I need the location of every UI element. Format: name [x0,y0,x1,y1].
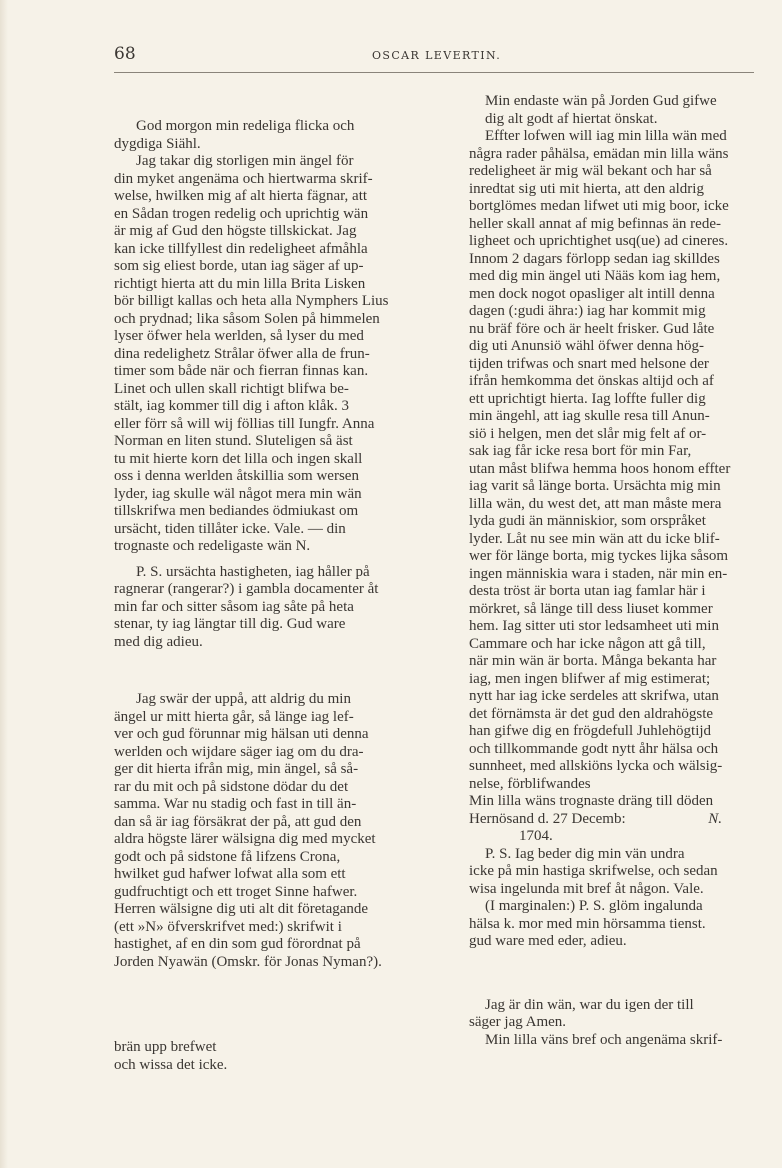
letter-2 [114,691,393,971]
text-line: Min endaste wän på Jorden Gud gifwe [485,93,717,109]
text-line: iag varit så länge borta. Ursächta mig min [469,478,721,494]
text-line: med dig adieu. [114,633,203,650]
header-rule [114,72,754,73]
text-line: iag, men ingen blifwer af mig estimerat; [469,670,711,687]
text-line: heller skall annat af mig befinnas än rede- [469,215,721,232]
text-line: ragnerar (rangerar?) i gambla docamenter åt [114,581,379,597]
signature-line [469,811,750,829]
text-line: stenar, ty iag längtar till dig. Gud ware [114,616,346,632]
text-line: P. S. ursächta hastigheten, iag håller på [136,563,370,580]
text-line: ligheet och uprichtighet usq(ue) ad cineres. [469,233,729,249]
text-line: ifrån hemkomma det önskas altijd och af [469,373,714,389]
right-column [469,93,750,1049]
text-line: han gifwe dig en frögdefull Juhlehögtijd [469,723,712,739]
letter-4 [469,997,750,1050]
text-line: welse, hwilken mig af alt hierta fägnar, att [114,188,368,204]
text-line: nu bräf före och är heelt frisker. Gud låte [469,320,715,337]
text-line: lyder, iag skulle wäl något mera min wän [114,485,362,502]
left-footnote [114,1039,393,1074]
text-line: brän upp brefwet [114,1039,217,1055]
text-line: bortglömes medan lifwet uti mig boor, icke [469,198,729,214]
text-line: trognaste och redeligaste wän N. [114,538,311,554]
text-line: (I marginalen:) P. S. glöm ingalunda [485,898,703,914]
text-line: (ett »N» öfverskrifvet med:) skrifwit i [114,918,342,935]
text-line: Min lilla wäns trognaste dräng till döden [469,793,714,809]
text-line: och wissa det icke. [114,1056,228,1073]
text-line: dygdiga Siähl. [114,135,201,152]
text-line: richtigt hierta att du min lilla Brita Lisken [114,275,366,292]
letter-3 [469,128,750,846]
letter-1 [114,118,393,556]
left-column [114,118,393,971]
text-line: och prydnad; lika såsom Solen på himmelen [114,310,380,327]
text-line: mörkret, så länge till dess liuset kommer [469,600,713,617]
text-line: wisa ingelunda mit bref åt någon. Vale. [469,880,704,897]
text-line: kan icke tillfyllest din redeligheet afmåhla [114,240,368,257]
text-line: lilla wän, du west det, att man måste mera [469,495,722,512]
text-line: ursächt, tiden tillåter icke. Vale. — din [114,520,346,537]
text-line: Jag är din wän, war du igen der till [485,996,694,1013]
text-line: Jag swär der uppå, att aldrig du min [136,691,351,707]
text-line: som sig eliest borde, utan iag säger af up- [114,258,364,274]
text-line: gudfruchtigt och ett troget Sinne hafwer. [114,883,358,900]
text-line: Herren wälsigne dig uti alt dit företagande [114,901,369,917]
text-line: werlden och wijdare säger iag om du dra- [114,743,364,760]
text-line: när min wän är borta. Många bekanta har [469,653,717,669]
text-line: Norman en liten stund. Sluteligen så äst [114,433,353,449]
text-line: dig uti Anunsiö wähl öfwer denna hög- [469,338,704,354]
text-line: lyder. Låt nu see min wän att du icke blif- [469,530,720,547]
text-line: rar du mit och på sidstone dödar du det [114,778,349,795]
text-line: nytt har iag icke serdeles att skrifwa, utan [469,688,719,704]
text-line: tu mit hierte korn det lilla och ingen skall [114,450,363,467]
text-line: med dig min ängel uti Nääs kom iag hem, [469,268,721,284]
text-line: ett uprichtigt hierta. Iag loffte fuller dig [469,390,706,407]
text-line: Jag takar dig storligen min ängel för [136,153,354,169]
text-line: hälsa k. mor med min hörsamma tienst. [469,915,706,932]
text-line: nelse, förblifwandes [469,775,591,792]
text-line: God morgon min redeliga flicka och [136,118,355,134]
text-line: Min lilla väns bref och angenäma skrif- [485,1031,723,1048]
text-line: timer som både när och fierran finnas kan. [114,363,369,379]
text-line: och tillkommande godt nytt åhr hälsa och [469,740,719,757]
text-line: sunnheet, med allskiöns lycka och wälsig- [469,758,723,774]
page-header [114,44,754,70]
text-line: oss i denna werlden åtskillia som wersen [114,468,359,484]
text-line: icke på min hastiga skrifwelse, och sedan [469,863,718,879]
text-line: en Sådan trogen redelig och uprichtig wän [114,205,369,222]
postscript-3 [469,846,750,951]
text-line: stält, iag kommer till dig i afton klåk. 3 [114,398,349,414]
text-line: ingen människia wara i staden, när min en- [469,565,728,582]
text-line: men dock nogot opasliger alt intill denna [469,285,715,302]
text-line: ver och gud förunnar mig hälsan uti denna [114,726,369,742]
text-line: P. S. Iag beder dig min vän undra [485,845,685,862]
text-line: inredtat sig uti mit hierta, att den aldrig [469,180,704,197]
text-line: aldra högste lärer wälsigna dig med mycket [114,831,376,847]
postscript-1 [114,564,393,652]
text-line: ger dit hierta ifrån mig, min ängel, så så- [114,761,359,777]
text-line: eller förr så will wij föllias till Iungfr. Anna [114,415,375,432]
signature-place: Hernösand d. 27 Decemb: [469,810,626,827]
text-line: godt och på sidstone få lifzens Crona, [114,848,341,865]
text-line: tillskrifwa men bediandes ödmiukast om [114,503,359,519]
text-line: lyda gudi än människior, som orspråket [469,513,706,529]
text-line: dan så är iag försäkrat der på, att gud den [114,813,362,830]
text-line: det förnämsta är det gud den aldrahögste [469,705,714,722]
text-line: sak iag får icke resa bort för min Far, [469,443,692,459]
signature-initial: N. [708,810,722,827]
text-line: min ängehl, att iag skulle resa till Anun- [469,408,710,424]
text-line: Cammare och har icke någon att gå till, [469,635,706,652]
text-line: hem. Iag sitter uti stor ledsamheet uti min [469,618,719,634]
text-line: några rader påhälsa, emädan min lilla wäns [469,145,729,162]
text-line: dagen (:gudi ähra:) iag har kommit mig [469,303,706,319]
text-line: Innom 2 dagars förlopp sedan iag skilldes [469,250,720,267]
text-line: wer för länge borta, mig tyckes lijka såsom [469,548,729,564]
text-line: desta tröst är borta utan iag famlar här i [469,583,706,599]
text-line: min far och sitter såsom iag såte på heta [114,598,354,615]
text-line: siö i helgen, men det slår mig felt af or- [469,425,707,442]
text-line: Jorden Nyawän (Omskr. för Jonas Nyman?). [114,953,382,970]
continuation [469,93,750,128]
text-line: din myket angenäma och hiertwarma skrif- [114,170,373,187]
text-line: dig alt godt af hiertat önskat. [485,110,658,127]
text-line: säger jag Amen. [469,1014,567,1030]
text-line: ängel ur mitt hierta går, så länge iag lef- [114,708,354,725]
page-gutter-shadow [0,0,8,1168]
text-line: tijden trifwas och snart med helsone der [469,355,709,372]
text-line: samma. War nu stadig och fast in till än- [114,796,357,812]
page-number: 68 [114,44,136,64]
text-line: redeligheet är mig wäl bekant och har så [469,163,712,179]
text-line: bör billigt kallas och heta alla Nymphers Lius [114,293,389,309]
text-line: hwilket gud hafwer lofwat alla som ett [114,866,346,882]
text-line: utan måst blifwa hemma hoos honom effter [469,460,731,477]
signature-year: 1704. [519,828,553,844]
running-head: OSCAR LEVERTIN. [372,49,502,62]
text-line: hastighet, af en din som gud förordnat på [114,936,361,952]
text-line: dina redelighetz Strålar öfwer alla de frun- [114,345,370,362]
text-line: lyser öfwer hela werlden, så lyser du med [114,328,364,344]
text-line: gud ware med eder, adieu. [469,933,627,949]
text-line: är mig af Gud den högste tillskickat. Jag [114,223,357,239]
text-line: Effter lofwen will iag min lilla wän med [485,128,727,144]
text-line: Linet och ullen skall richtigt blifwa be- [114,380,349,397]
